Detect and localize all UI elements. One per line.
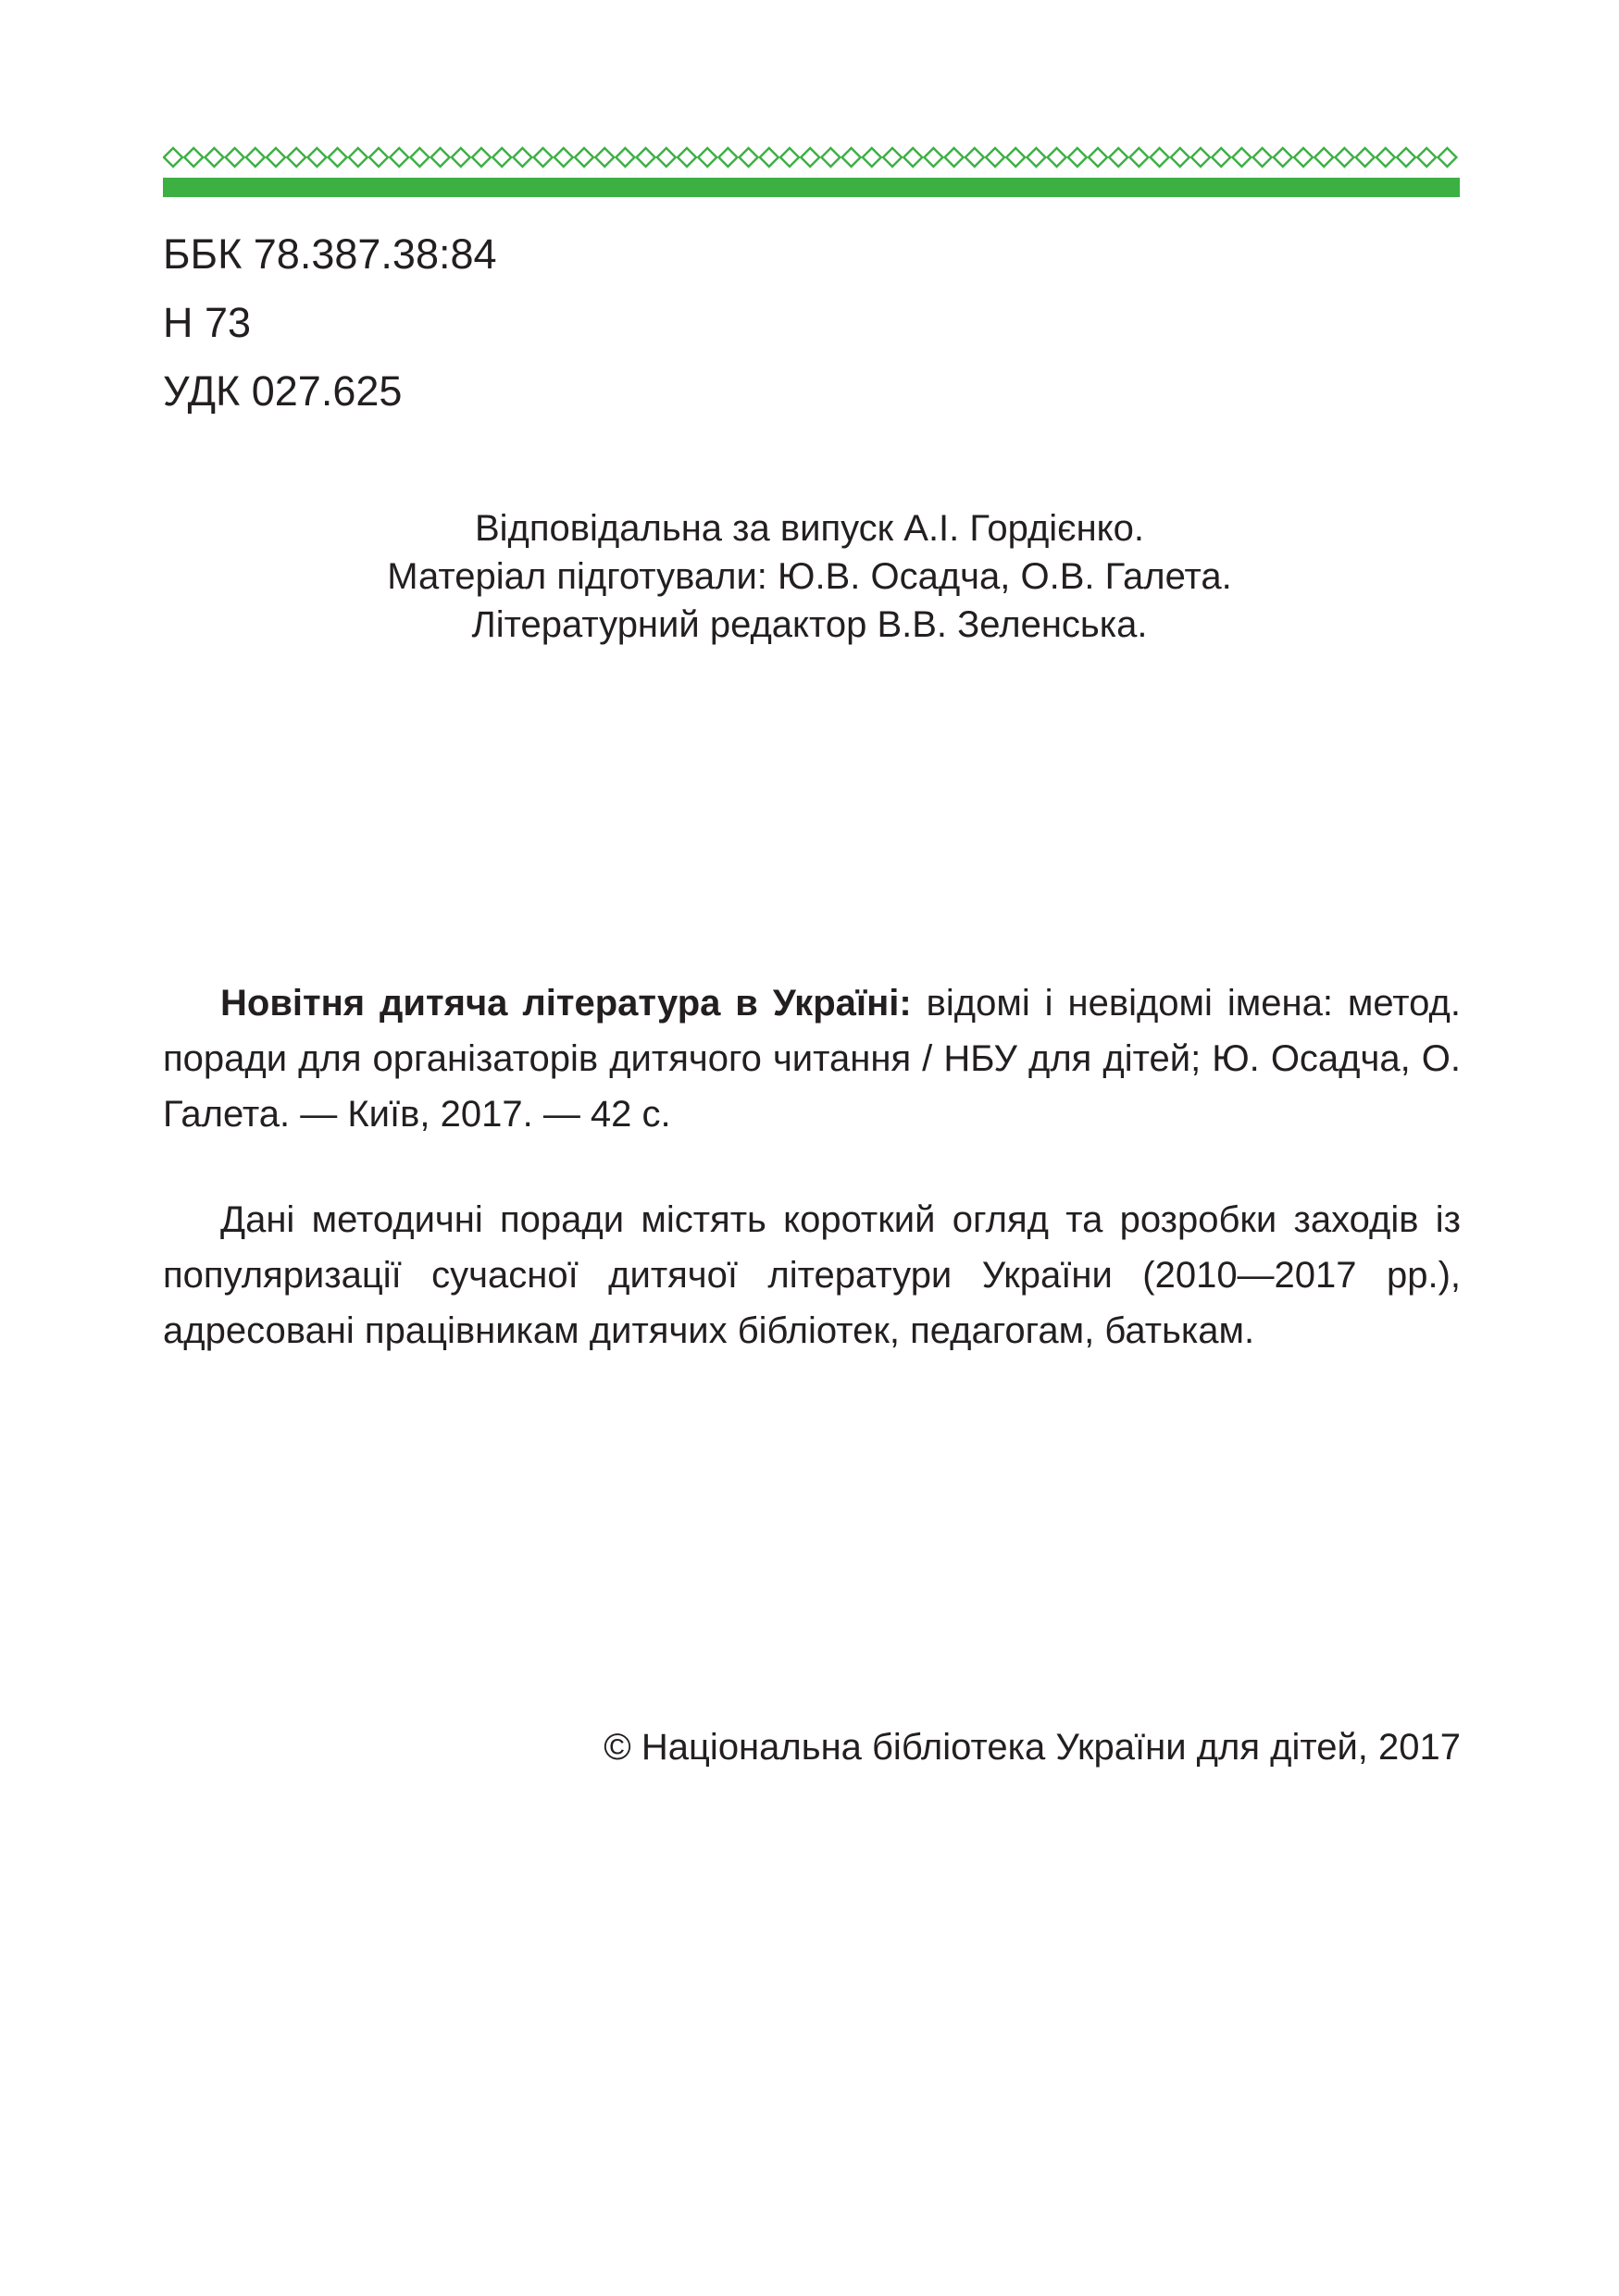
diamond-ornament bbox=[1151, 148, 1169, 167]
diamond-ornament bbox=[431, 148, 450, 167]
diamond-ornament bbox=[534, 148, 553, 167]
diamond-ornament bbox=[657, 148, 676, 167]
diamond-ornament bbox=[1397, 148, 1415, 167]
diamond-ornament bbox=[1417, 148, 1436, 167]
diamond-ornament bbox=[924, 148, 942, 167]
diamond-ornament bbox=[821, 148, 840, 167]
diamond-ornament bbox=[1129, 148, 1148, 167]
diamond-ornament bbox=[513, 148, 531, 167]
classification-codes bbox=[163, 220, 497, 426]
diamond-ornament bbox=[1294, 148, 1313, 167]
diamond-ornament bbox=[1027, 148, 1045, 167]
diamond-ornament bbox=[740, 148, 758, 167]
diamond-ornament bbox=[945, 148, 964, 167]
diamond-ornament bbox=[329, 148, 347, 167]
abstract-paragraph: Дані методичні поради містять короткий огляд та розробки заходів із популяризації сучасної дитячої літератури України (2010—2017 рр.), адресовані працівникам дитячих бібліотек, педагогам, батькам. bbox=[163, 1199, 1461, 1351]
diamond-ornament bbox=[1212, 148, 1230, 167]
prepared-by-line: Матеріал підготували: Ю.В. Осадча, О.В. Галета. bbox=[387, 556, 1232, 597]
diamond-ornament bbox=[1232, 148, 1251, 167]
diamond-ornament bbox=[780, 148, 799, 167]
diamond-ornament bbox=[842, 148, 861, 167]
citation-title: Новітня дитяча література в Україні: bbox=[220, 983, 912, 1024]
diamond-ornament bbox=[1314, 148, 1333, 167]
credits-block bbox=[0, 504, 1619, 649]
diamond-ornament bbox=[1006, 148, 1025, 167]
diamond-ornament bbox=[287, 148, 305, 167]
diamond-ornament bbox=[616, 148, 634, 167]
diamond-ornament bbox=[718, 148, 737, 167]
diamond-ornament bbox=[369, 148, 388, 167]
diamond-ornament bbox=[1376, 148, 1395, 167]
diamond-ornament bbox=[410, 148, 429, 167]
diamond-ornament bbox=[698, 148, 716, 167]
diamond-ornament bbox=[1191, 148, 1210, 167]
diamond-ornament bbox=[472, 148, 491, 167]
bbk-code: ББК 78.387.38:84 bbox=[163, 230, 497, 278]
responsible-line: Відповідальна за випуск А.І. Гордієнко. bbox=[474, 508, 1144, 549]
diamond-ornament bbox=[267, 148, 285, 167]
diamond-ornament bbox=[801, 148, 819, 167]
diamond-ornament bbox=[1253, 148, 1272, 167]
diamond-ornament bbox=[575, 148, 593, 167]
diamond-ornament bbox=[164, 148, 182, 167]
copyright-notice: © Національна бібліотека України для дітей, 2017 bbox=[604, 1727, 1461, 1768]
diamond-ornament bbox=[1089, 148, 1107, 167]
diamond-ornament bbox=[1274, 148, 1292, 167]
diamond-ornament bbox=[226, 148, 244, 167]
green-rule bbox=[163, 178, 1460, 197]
editor-line: Літературний редактор В.В. Зеленська. bbox=[471, 604, 1148, 645]
diamond-ornament bbox=[1438, 148, 1456, 167]
diamond-ornament bbox=[1335, 148, 1353, 167]
author-mark: Н 73 bbox=[163, 299, 252, 346]
diamond-ornament bbox=[349, 148, 367, 167]
diamond-ornament bbox=[1048, 148, 1066, 167]
diamond-ornament bbox=[760, 148, 778, 167]
diamond-ornament bbox=[986, 148, 1004, 167]
diamond-ornament bbox=[390, 148, 408, 167]
diamond-ornament bbox=[883, 148, 902, 167]
diamond-ornament bbox=[595, 148, 614, 167]
udk-code: УДК 027.625 bbox=[163, 367, 403, 415]
diamond-ornament bbox=[1356, 148, 1375, 167]
diamond-ornament bbox=[637, 148, 655, 167]
bibliographic-citation bbox=[163, 975, 1461, 1142]
diamond-ornament bbox=[1109, 148, 1127, 167]
diamond-border-icon bbox=[163, 145, 1460, 169]
diamond-ornament bbox=[307, 148, 326, 167]
diamond-ornament bbox=[678, 148, 696, 167]
diamond-ornament bbox=[1171, 148, 1189, 167]
diamond-ornament bbox=[1068, 148, 1087, 167]
header-ornament bbox=[163, 145, 1460, 197]
diamond-ornament bbox=[903, 148, 922, 167]
diamond-ornament bbox=[554, 148, 573, 167]
citation-details: відомі і невідомі імена: метод. поради для організаторів дитячого читання / НБУ для дітей; Ю. Осадча, О. Галета. — Київ, 2017. — 42 с. bbox=[163, 983, 1461, 1135]
diamond-ornament bbox=[246, 148, 265, 167]
diamond-ornament bbox=[492, 148, 511, 167]
diamond-ornament bbox=[863, 148, 881, 167]
diamond-ornament bbox=[452, 148, 470, 167]
diamond-ornament bbox=[205, 148, 223, 167]
diamond-ornament bbox=[184, 148, 203, 167]
diamond-ornament bbox=[965, 148, 984, 167]
